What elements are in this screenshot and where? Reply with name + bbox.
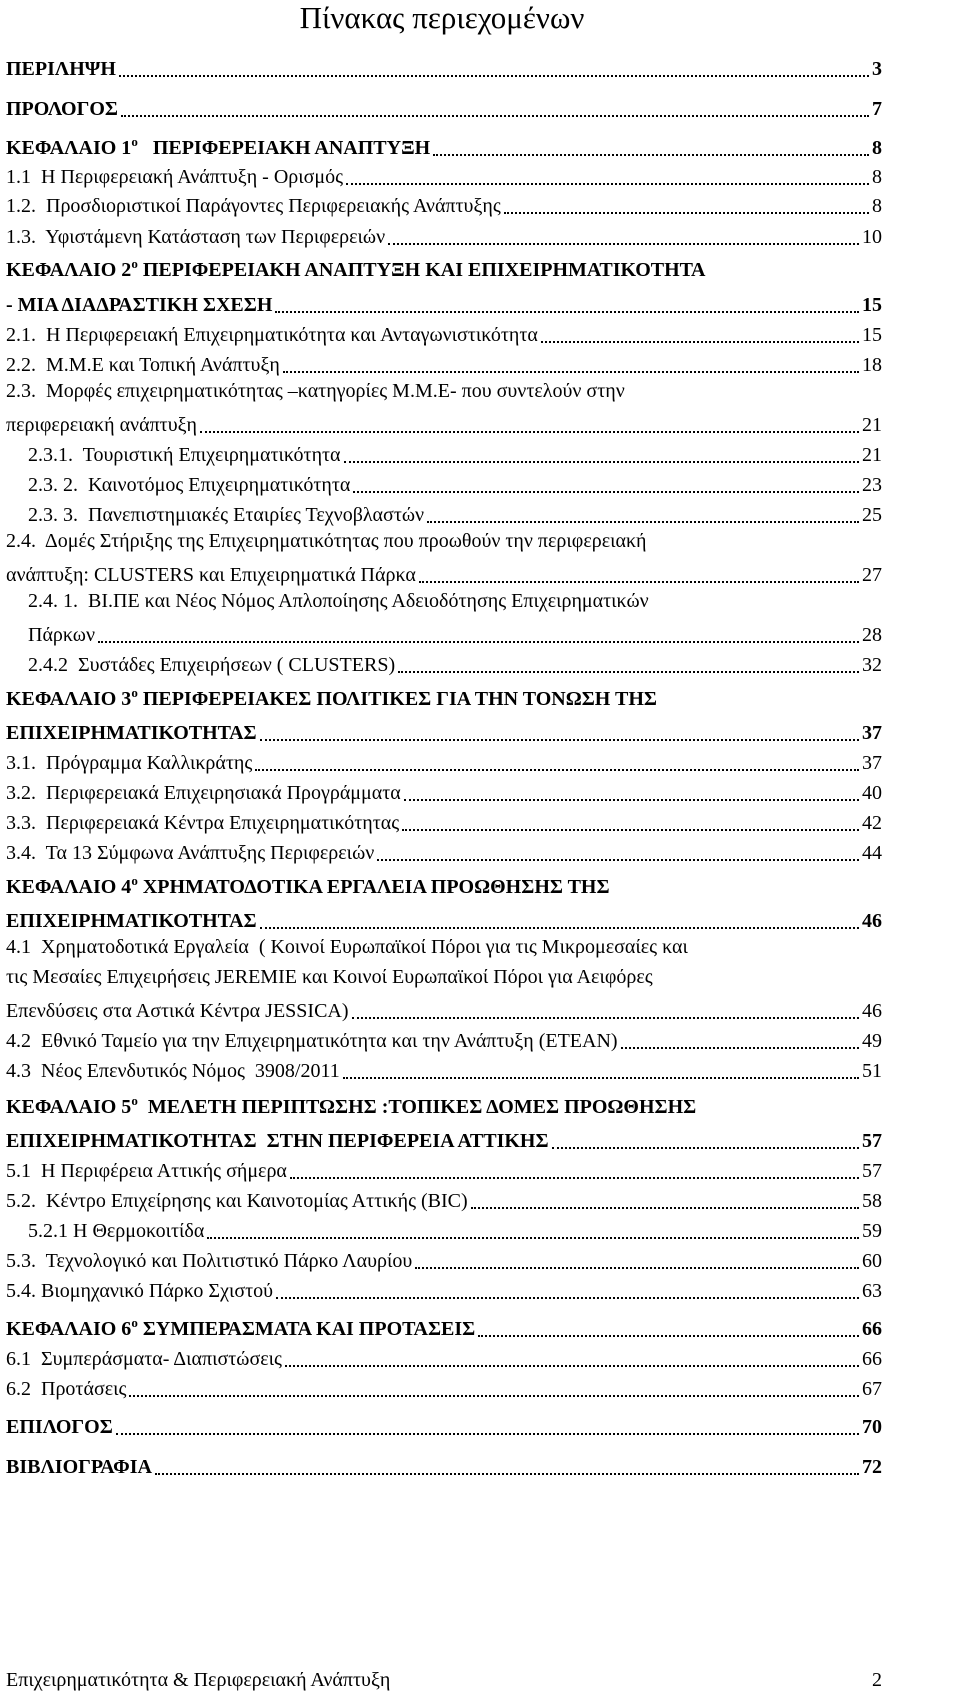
toc-entry-label: 3.3. Περιφερειακά Κέντρα Επιχειρηματικότητας	[6, 812, 400, 834]
toc-entry-label: ΒΙΒΛΙΟΓΡΑΦΙΑ	[6, 1456, 152, 1478]
toc-entry[interactable]	[6, 1450, 882, 1480]
toc-entry-label: περιφερειακή ανάπτυξη	[6, 414, 197, 436]
toc-entry-page: 59	[862, 1220, 882, 1242]
toc-entry[interactable]	[6, 836, 882, 866]
toc-entry-page: 70	[862, 1416, 882, 1438]
toc-entry[interactable]	[6, 220, 882, 250]
toc-entry[interactable]	[6, 1410, 882, 1440]
toc-dot-leader	[344, 459, 859, 463]
toc-dot-leader	[427, 519, 859, 523]
toc-dot-leader	[260, 925, 859, 929]
toc-entry-page: 63	[862, 1280, 882, 1302]
toc-entry-page: 28	[862, 624, 882, 646]
toc-entry-page: 51	[862, 1060, 882, 1082]
toc-entry[interactable]	[6, 1184, 882, 1214]
toc-entry-label: ΠΡΟΛΟΓΟΣ	[6, 98, 118, 120]
toc-entry[interactable]	[6, 776, 882, 806]
toc-entry-page: 46	[862, 910, 882, 932]
toc-entry[interactable]	[6, 131, 882, 161]
toc-entry[interactable]	[6, 160, 882, 190]
toc-entry-label: ΕΠΙΧΕΙΡΗΜΑΤΙΚΟΤΗΤΑΣ	[6, 910, 257, 932]
toc-dot-leader	[471, 1205, 859, 1209]
toc-entry[interactable]	[6, 716, 882, 746]
toc-entry[interactable]	[6, 904, 882, 934]
toc-entry[interactable]	[6, 1244, 882, 1274]
toc-entry-page: 21	[862, 444, 882, 466]
toc-dot-leader	[353, 489, 859, 493]
toc-entry-label: 3.4. Τα 13 Σύμφωνα Ανάπτυξης Περιφερειών	[6, 842, 375, 864]
toc-entry-page: 27	[862, 564, 882, 586]
toc-dot-leader	[552, 1145, 859, 1149]
toc-entry[interactable]	[6, 558, 882, 588]
toc-entry-page: 49	[862, 1030, 882, 1052]
toc-entry-label: 6.2 Προτάσεις	[6, 1378, 127, 1400]
toc-entry-page: 15	[862, 294, 882, 316]
toc-entry[interactable]	[6, 189, 882, 219]
toc-dot-leader	[285, 1363, 859, 1367]
toc-entry[interactable]	[6, 498, 882, 528]
toc-entry-line[interactable]: 4.1 Χρηματοδοτικά Εργαλεία ( Κοινοί Ευρωπαϊκοί Πόροι για τις Μικρομεσαίες και	[6, 936, 688, 958]
toc-entry-label: 2.3. 2. Καινοτόμος Επιχειρηματικότητα	[28, 474, 351, 496]
toc-entry-label: ΕΠΙΧΕΙΡΗΜΑΤΙΚΟΤΗΤΑΣ ΣΤΗΝ ΠΕΡΙΦΕΡΕΙΑ ΑΤΤΙΚΗΣ	[6, 1130, 549, 1152]
toc-entry[interactable]	[6, 1024, 882, 1054]
toc-entry[interactable]	[6, 1274, 882, 1304]
toc-entry[interactable]	[6, 746, 882, 776]
toc-entry-label: Πάρκων	[28, 624, 96, 646]
toc-entry[interactable]	[6, 1312, 882, 1342]
toc-entry-label: 3.2. Περιφερειακά Επιχειρησιακά Προγράμματα	[6, 782, 401, 804]
toc-entry[interactable]	[6, 618, 882, 648]
toc-entry-label: 4.3 Νέος Επενδυτικός Νόμος 3908/2011	[6, 1060, 340, 1082]
toc-entry-page: 57	[862, 1130, 882, 1152]
toc-dot-leader	[352, 1015, 859, 1019]
toc-entry-line[interactable]: 2.4. Δομές Στήριξης της Επιχειρηματικότητας που προωθούν την περιφερειακή	[6, 530, 647, 552]
toc-dot-leader	[346, 181, 869, 185]
toc-dot-leader	[283, 369, 859, 373]
toc-dot-leader	[402, 827, 859, 831]
toc-entry-page: 25	[862, 504, 882, 526]
toc-entry-label: 5.1 Η Περιφέρεια Αττικής σήμερα	[6, 1160, 287, 1182]
toc-entry-label: ΕΠΙΧΕΙΡΗΜΑΤΙΚΟΤΗΤΑΣ	[6, 722, 257, 744]
toc-dot-leader	[343, 1075, 859, 1079]
toc-entry[interactable]	[6, 1372, 882, 1402]
toc-entry-page: 7	[872, 98, 882, 120]
toc-entry-label: 1.1 Η Περιφερειακή Ανάπτυξη - Ορισμός	[6, 166, 344, 188]
toc-dot-leader	[98, 639, 859, 643]
toc-entry-line[interactable]: ΚΕΦΑΛΑΙΟ $2^o$ ΠΕΡΙΦΕΡΕΙΑΚΗ ΑΝΑΠΤΥΞΗ ΚΑΙ ΕΠΙΧΕΙΡΗΜΑΤΙΚΟΤΗΤΑ	[6, 256, 706, 281]
toc-entry-label: 3.1. Πρόγραμμα Καλλικράτης	[6, 752, 253, 774]
toc-entry-page: 23	[862, 474, 882, 496]
toc-entry-label: 2.1. Η Περιφερειακή Επιχειρηματικότητα και Ανταγωνιστικότητα	[6, 324, 538, 346]
toc-dot-leader	[478, 1333, 859, 1337]
toc-entry-page: 46	[862, 1000, 882, 1022]
toc-entry-page: 66	[862, 1318, 882, 1340]
toc-entry-page: 42	[862, 812, 882, 834]
toc-entry[interactable]	[6, 318, 882, 348]
toc-entry-line[interactable]: 2.4. 1. ΒΙ.ΠΕ και Νέος Νόμος Απλοποίησης Αδειοδότησης Επιχειρηματικών	[28, 590, 649, 612]
toc-dot-leader	[621, 1045, 859, 1049]
toc-entry-label: 2.4.2 Συστάδες Επιχειρήσεων ( CLUSTERS)	[28, 654, 396, 676]
toc-entry-line[interactable]: ΚΕΦΑΛΑΙΟ $5^o$ ΜΕΛΕΤΗ ΠΕΡΙΠΤΩΣΗΣ :ΤΟΠΙΚΕΣ ΔΟΜΕΣ ΠΡΟΩΘΗΣΗΣ	[6, 1093, 697, 1118]
toc-entry-label: 5.2. Κέντρο Επιχείρησης και Καινοτομίας Αττικής (BIC)	[6, 1190, 468, 1212]
toc-entry-label: ανάπτυξη: CLUSTERS και Επιχειρηματικά Πάρκα	[6, 564, 416, 586]
toc-entry[interactable]	[6, 806, 882, 836]
toc-entry-line[interactable]: ΚΕΦΑΛΑΙΟ $3^o$ ΠΕΡΙΦΕΡΕΙΑΚΕΣ ΠΟΛΙΤΙΚΕΣ ΓΙΑ ΤΗΝ ΤΟΝΩΣΗ ΤΗΣ	[6, 685, 657, 710]
toc-entry-line[interactable]: τις Μεσαίες Επιχειρήσεις JEREMIE και Κοινοί Ευρωπαϊκοί Πόροι για Αειφόρες	[6, 966, 653, 988]
toc-entry-label: 2.3.1. Τουριστική Επιχειρηματικότητα	[28, 444, 341, 466]
toc-dot-leader	[260, 737, 859, 741]
toc-entry-label: Επενδύσεις στα Αστικά Κέντρα JESSICA)	[6, 1000, 349, 1022]
toc-entry[interactable]	[6, 408, 882, 438]
toc-dot-leader	[207, 1235, 859, 1239]
toc-dot-leader	[119, 73, 869, 77]
toc-entry[interactable]	[6, 92, 882, 122]
toc-entry-label: 5.3. Τεχνολογικό και Πολιτιστικό Πάρκο Λαυρίου	[6, 1250, 413, 1272]
toc-entry-page: 57	[862, 1160, 882, 1182]
toc-entry-line[interactable]: 2.3. Μορφές επιχειρηματικότητας –κατηγορίες Μ.Μ.Ε- που συντελούν στην	[6, 380, 625, 402]
toc-entry[interactable]	[6, 348, 882, 378]
toc-entry-label: ΕΠΙΛΟΓΟΣ	[6, 1416, 113, 1438]
toc-dot-leader	[388, 241, 859, 245]
toc-entry-label: 2.2. Μ.Μ.Ε και Τοπική Ανάπτυξη	[6, 354, 280, 376]
toc-entry[interactable]	[6, 52, 882, 82]
toc-entry-label: 2.3. 3. Πανεπιστημιακές Εταιρίες Τεχνοβλαστών	[28, 504, 425, 526]
toc-entry[interactable]	[6, 1124, 882, 1154]
toc-entry-page: 3	[872, 58, 882, 80]
toc-dot-leader	[276, 1295, 859, 1299]
toc-entry-page: 60	[862, 1250, 882, 1272]
toc-entry-page: 10	[862, 226, 882, 248]
toc-dot-leader	[290, 1175, 859, 1179]
toc-dot-leader	[504, 210, 869, 214]
toc-dot-leader	[541, 339, 859, 343]
toc-entry-page: 37	[862, 752, 882, 774]
toc-entry[interactable]	[6, 994, 882, 1024]
footer-page-number: 2	[872, 1669, 882, 1691]
toc-dot-leader	[433, 152, 869, 156]
toc-entry-page: 67	[862, 1378, 882, 1400]
toc-entry-page: 37	[862, 722, 882, 744]
toc-entry[interactable]	[6, 1154, 882, 1184]
toc-entry-label: 5.4. Βιομηχανικό Πάρκο Σχιστού	[6, 1280, 274, 1302]
toc-dot-leader	[155, 1471, 859, 1475]
toc-dot-leader	[129, 1393, 859, 1397]
toc-entry-page: 40	[862, 782, 882, 804]
toc-dot-leader	[404, 797, 859, 801]
toc-entry-page: 21	[862, 414, 882, 436]
toc-dot-leader	[377, 857, 859, 861]
toc-entry-label: 1.3. Υφιστάμενη Κατάσταση των Περιφερειών	[6, 226, 386, 248]
toc-entry-label: - ΜΙΑ ΔΙΑΔΡΑΣΤΙΚΗ ΣΧΕΣΗ	[6, 294, 273, 316]
toc-entry[interactable]	[6, 1342, 882, 1372]
toc-entry[interactable]	[6, 468, 882, 498]
toc-entry-line[interactable]: ΚΕΦΑΛΑΙΟ $4^o$ ΧΡΗΜΑΤΟΔΟΤΙΚΑ ΕΡΓΑΛΕΙΑ ΠΡΟΩΘΗΣΗΣ ΤΗΣ	[6, 873, 610, 898]
toc-entry-label: 1.2. Προσδιοριστικοί Παράγοντες Περιφερειακής Ανάπτυξης	[6, 195, 501, 217]
toc-entry-page: 8	[872, 195, 882, 217]
toc-dot-leader	[200, 429, 859, 433]
toc-dot-leader	[415, 1265, 859, 1269]
toc-entry-label: 4.2 Εθνικό Ταμείο για την Επιχειρηματικότητα και την Ανάπτυξη (ΕΤΕΑΝ)	[6, 1030, 618, 1052]
toc-entry-page: 15	[862, 324, 882, 346]
toc-dot-leader	[255, 767, 859, 771]
toc-entry-label: ΚΕΦΑΛΑΙΟ $6^o$ ΣΥΜΠΕΡΑΣΜΑΤΑ ΚΑΙ ΠΡΟΤΑΣΕΙΣ	[6, 1315, 476, 1340]
toc-entry[interactable]	[6, 1214, 882, 1244]
toc-entry-page: 8	[872, 166, 882, 188]
toc-dot-leader	[419, 579, 859, 583]
toc-entry-label: ΠΕΡΙΛΗΨΗ	[6, 58, 116, 80]
toc-entry-label: 5.2.1 Η Θερμοκοιτίδα	[28, 1220, 205, 1242]
toc-entry-page: 66	[862, 1348, 882, 1370]
page-footer	[6, 1668, 882, 1699]
toc-entry-page: 18	[862, 354, 882, 376]
toc-entry[interactable]	[6, 648, 882, 678]
toc-entry-page: 72	[862, 1456, 882, 1478]
toc-entry-label: ΚΕΦΑΛΑΙΟ $1^o$ ΠΕΡΙΦΕΡΕΙΑΚΗ ΑΝΑΠΤΥΞΗ	[6, 134, 431, 159]
toc-entry[interactable]	[6, 1054, 882, 1084]
toc-dot-leader	[398, 669, 859, 673]
toc-entry-page: 32	[862, 654, 882, 676]
page-title: Πίνακας περιεχομένων	[299, 0, 585, 35]
toc-entry-page: 58	[862, 1190, 882, 1212]
toc-entry[interactable]	[6, 288, 882, 318]
footer-title: Επιχειρηματικότητα & Περιφερειακή Ανάπτυξη	[6, 1669, 391, 1691]
toc-dot-leader	[275, 309, 859, 313]
toc-entry-page: 44	[862, 842, 882, 864]
toc-entry-page: 8	[872, 137, 882, 159]
toc-dot-leader	[116, 1431, 859, 1435]
toc-entry[interactable]	[6, 438, 882, 468]
toc-entry-label: 6.1 Συμπεράσματα- Διαπιστώσεις	[6, 1348, 282, 1370]
toc-dot-leader	[121, 113, 869, 117]
